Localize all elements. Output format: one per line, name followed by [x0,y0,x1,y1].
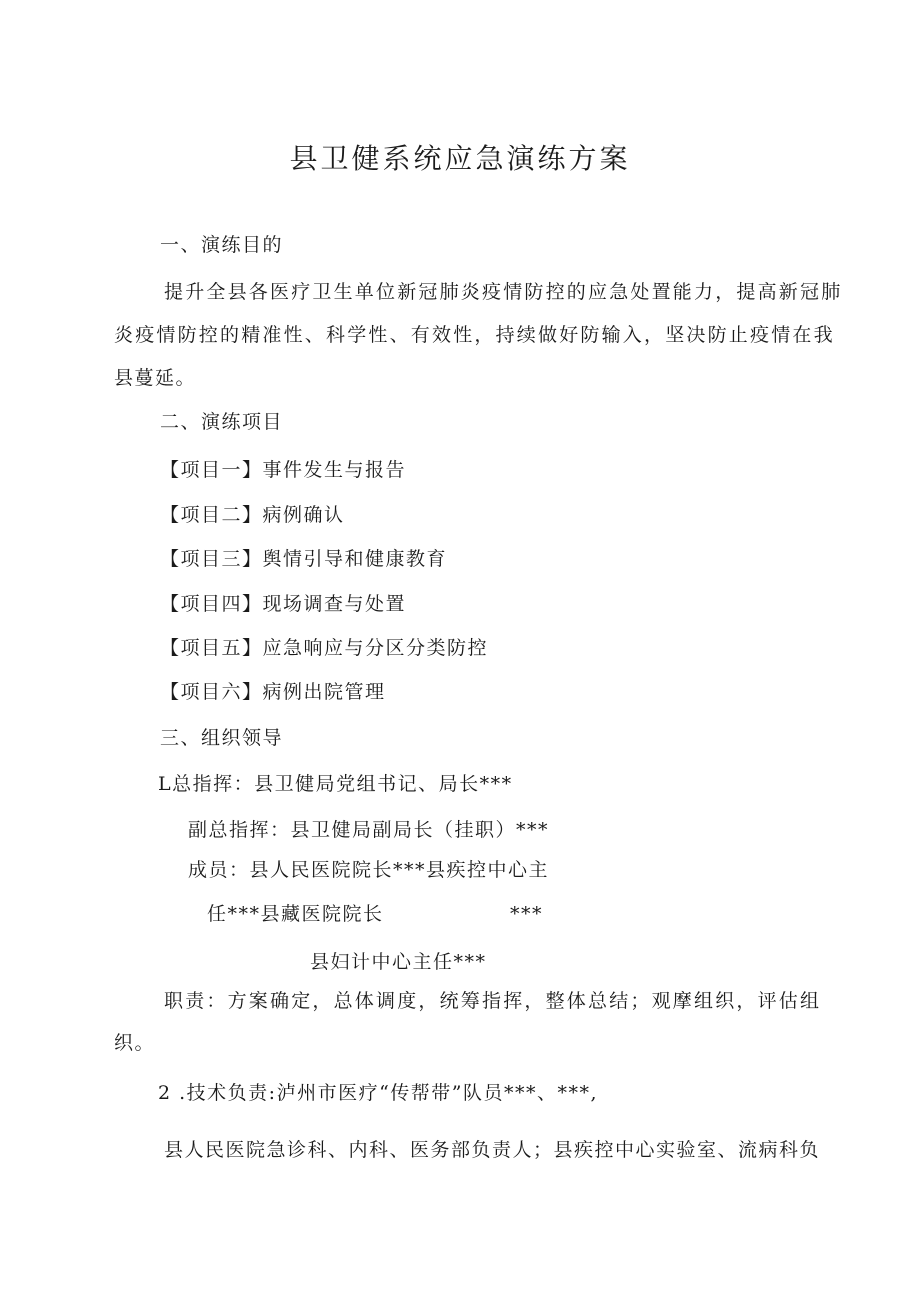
section-1-heading: 一、演练目的 [160,234,284,256]
document-title: 县卫健系统应急演练方案 [289,142,631,175]
project-item: 【项目二】病例确认 [160,504,345,526]
members-line-suffix: *** [510,903,543,925]
project-item: 【项目四】现场调查与处置 [160,593,407,615]
project-item: 【项目三】舆情引导和健康教育 [160,548,448,570]
deputy-commander-line: 副总指挥：县卫健局副局长（挂职）*** [188,819,550,841]
paragraph-line: 县蔓延。 [114,367,197,389]
tech-lead-line: 2 .技术负责:泸州市医疗“传帮带”队员***、***, [158,1082,599,1104]
duty-line: 织。 [114,1032,156,1054]
section-3-heading: 三、组织领导 [160,727,284,749]
duty-line: 职责：方案确定，总体调度，统筹指挥，整体总结；观摩组织，评估组 [164,990,822,1012]
members-line: 任***县藏医院院长 [207,903,384,925]
members-line: 成员：县人民医院院长***县疾控中心主 [188,859,550,881]
project-item: 【项目五】应急响应与分区分类防控 [160,637,489,659]
paragraph-line: 炎疫情防控的精准性、科学性、有效性，持续做好防输入，坚决防止疫情在我 [114,324,835,346]
project-item: 【项目六】病例出院管理 [160,681,386,703]
commander-line: L总指挥：县卫健局党组书记、局长*** [158,773,513,795]
tech-lead-line: 县人民医院急诊科、内科、医务部负责人；县疾控中心实验室、流病科负 [164,1139,821,1161]
section-2-heading: 二、演练项目 [160,411,284,433]
members-line: 县妇计中心主任*** [310,951,487,973]
paragraph-line: 提升全县各医疗卫生单位新冠肺炎疫情防控的应急处置能力，提高新冠肺 [164,281,843,303]
project-item: 【项目一】事件发生与报告 [160,459,407,481]
